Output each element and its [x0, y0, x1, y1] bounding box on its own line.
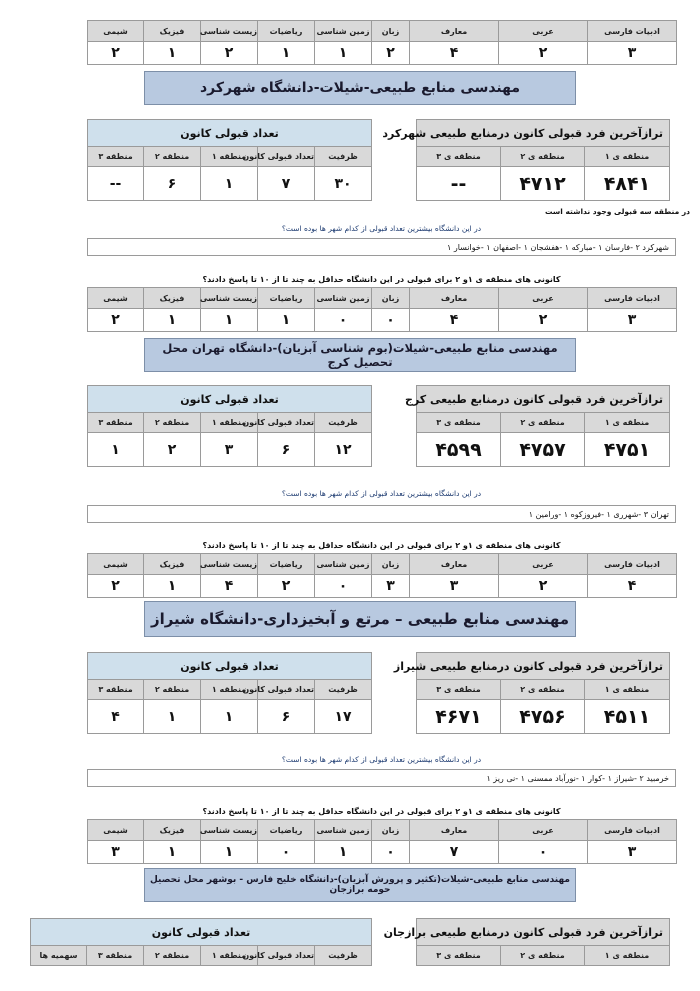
cities-list: شهرکرد ۲ -فارسان ۱ -مبارکه ۱ -هفشجان ۱ -اصفهان ۱ -خوانسار ۱: [87, 238, 676, 256]
acceptance-table-shahrekord: [87, 119, 372, 201]
acceptance-table-karaj: [87, 385, 372, 467]
cities-question: در این دانشگاه بیشترین تعداد قبولی از کدام شهر ها بوده است؟: [281, 489, 482, 498]
zone-header: منطقه ی ۱: [585, 680, 670, 700]
zone-title: ترازآخرین فرد قبولی کانون درمنابع طبیعی شیراز: [417, 653, 670, 680]
score-cell: ۴: [410, 309, 499, 332]
score-cell: ۲: [372, 42, 410, 65]
cities-question: در این دانشگاه بیشترین تعداد قبولی از کدام شهر ها بوده است؟: [281, 755, 482, 764]
zone-value: ۴۷۱۲: [501, 167, 585, 201]
header-arabic: عربی: [499, 21, 588, 42]
university-banner-shiraz: مهندسی منابع طبیعی – مرتع و آبخیزداری-دانشگاه شیراز: [144, 601, 576, 637]
score-cell: ۲: [499, 309, 588, 332]
acceptance-title: تعداد قبولی کانون: [88, 386, 372, 413]
score-cell: ۴: [201, 575, 258, 598]
subjects-question: کانونی های منطقه ی ۱و ۲ برای قبولی در این دانشگاه حداقل به چند تا از ۱۰ تا پاسخ دادند؟: [202, 807, 561, 816]
subject-header: زمین شناسی: [315, 288, 372, 309]
zone-title: ترازآخرین فرد قبولی کانون درمنابع طبیعی شهرکرد: [417, 120, 670, 147]
score-cell: ۰: [258, 841, 315, 864]
subject-header: ریاضیات: [258, 288, 315, 309]
zone-table-borazjan: [383, 918, 670, 966]
acceptance-value: ۳۰: [315, 167, 372, 201]
acceptance-header: تعداد قبولی کانون: [258, 680, 315, 700]
acceptance-value: ۱: [201, 167, 258, 201]
score-cell: ۱: [144, 42, 201, 65]
acceptance-value: --: [88, 167, 144, 201]
subject-header: ادبیات فارسی: [588, 554, 677, 575]
acceptance-header: ظرفیت: [315, 413, 372, 433]
score-cell: ۰: [372, 841, 410, 864]
subject-table-1: [87, 20, 677, 65]
score-cell: ۰: [315, 575, 372, 598]
subject-header: زیست شناسی: [201, 820, 258, 841]
subject-header: فیزیک: [144, 288, 201, 309]
acceptance-value: ۱۷: [315, 700, 372, 734]
score-cell: ۱: [258, 42, 315, 65]
score-cell: ۲: [499, 575, 588, 598]
score-cell: ۷: [410, 841, 499, 864]
score-cell: ۲: [499, 42, 588, 65]
header-geology: زمین شناسی: [315, 21, 372, 42]
acceptance-header: ظرفیت: [315, 946, 372, 966]
score-cell: ۱: [144, 309, 201, 332]
header-persian: ادبیات فارسی: [588, 21, 677, 42]
score-cell: ۲: [88, 42, 144, 65]
subject-header: معارف: [410, 288, 499, 309]
zone-header: منطقه ی ۱: [585, 413, 670, 433]
acceptance-header: منطقه ۱: [201, 680, 258, 700]
cities-list: خرمبید ۲ -شیراز ۱ -کوار ۱ -نورآباد ممسنی ۱ -نی ریز ۱: [87, 769, 676, 787]
score-cell: ۲: [88, 309, 144, 332]
acceptance-value: ۳: [201, 433, 258, 467]
header-language: زبان: [372, 21, 410, 42]
subject-header: زمین شناسی: [315, 820, 372, 841]
subject-header: عربی: [499, 820, 588, 841]
acceptance-value: ۶: [258, 700, 315, 734]
subject-header: ادبیات فارسی: [588, 288, 677, 309]
subjects-question: کانونی های منطقه ی ۱و ۲ برای قبولی در این دانشگاه حداقل به چند تا از ۱۰ تا پاسخ دادند؟: [202, 275, 561, 284]
zone-table-karaj: [405, 385, 670, 467]
acceptance-header: منطقه ۳: [88, 680, 144, 700]
acceptance-header: منطقه ۱: [201, 147, 258, 167]
cities-list: تهران ۳ -شهرری ۱ -فیروزکوه ۱ -ورامین ۱: [87, 505, 676, 523]
score-cell: ۰: [499, 841, 588, 864]
score-cell: ۴: [410, 42, 499, 65]
score-cell: ۱: [201, 309, 258, 332]
subject-header: ریاضیات: [258, 820, 315, 841]
acceptance-title: تعداد قبولی کانون: [88, 120, 372, 147]
acceptance-header: تعداد قبولی کانون: [258, 147, 315, 167]
subject-table-2: [87, 287, 677, 332]
acceptance-value: ۱۲: [315, 433, 372, 467]
acceptance-header: ظرفیت: [315, 147, 372, 167]
subjects-question: کانونی های منطقه ی ۱و ۲ برای قبولی در این دانشگاه حداقل به چند تا از ۱۰ تا پاسخ دادند؟: [202, 541, 561, 550]
zone-value: --: [417, 167, 501, 201]
score-cell: ۳: [588, 42, 677, 65]
header-physics: فیزیک: [144, 21, 201, 42]
subject-header: فیزیک: [144, 554, 201, 575]
acceptance-value: ۱: [201, 700, 258, 734]
acceptance-header: منطقه ۲: [144, 413, 201, 433]
acceptance-header: منطقه ۳: [88, 413, 144, 433]
score-cell: ۱: [201, 841, 258, 864]
subject-header: زمین شناسی: [315, 554, 372, 575]
acceptance-header: منطقه ۲: [144, 680, 201, 700]
subject-header: زبان: [372, 820, 410, 841]
zone-value: ۴۶۷۱: [417, 700, 501, 734]
acceptance-value: ۴: [88, 700, 144, 734]
zone-table-shahrekord: [382, 119, 670, 201]
score-cell: ۰: [315, 309, 372, 332]
university-banner-shahrekord: مهندسی منابع طبیعی-شیلات-دانشگاه شهرکرد: [144, 71, 576, 105]
acceptance-header: تعداد قبولی کانون: [258, 946, 315, 966]
zone-value: ۴۷۵۶: [501, 700, 585, 734]
subject-header: فیزیک: [144, 820, 201, 841]
score-cell: ۲: [201, 42, 258, 65]
acceptance-header: منطقه ۲: [144, 946, 201, 966]
score-cell: ۳: [588, 309, 677, 332]
score-cell: ۳: [588, 841, 677, 864]
acceptance-title: تعداد قبولی کانون: [31, 919, 372, 946]
zone3-note: در منطقه سه قبولی وجود نداشته است: [544, 207, 690, 216]
acceptance-value: ۲: [144, 433, 201, 467]
subject-header: زبان: [372, 554, 410, 575]
header-religion: معارف: [410, 21, 499, 42]
score-cell: ۳: [372, 575, 410, 598]
zone-header: منطقه ی ۳: [417, 413, 501, 433]
university-banner-borazjan: مهندسی منابع طبیعی-شیلات(تکثیر و پرورش آبزیان)-دانشگاه خلیج فارس - بوشهر محل تحصیل حومه برازجان: [144, 868, 576, 902]
score-cell: ۳: [88, 841, 144, 864]
acceptance-header: منطقه ۲: [144, 147, 201, 167]
zone-header: منطقه ی ۲: [501, 413, 585, 433]
zone-value: ۴۸۴۱: [585, 167, 670, 201]
score-cell: ۱: [258, 309, 315, 332]
acceptance-table-shiraz: [87, 652, 372, 734]
subject-header: ادبیات فارسی: [588, 820, 677, 841]
zone-header: منطقه ی ۲: [501, 680, 585, 700]
score-cell: ۲: [258, 575, 315, 598]
score-cell: ۱: [315, 42, 372, 65]
subject-header: عربی: [499, 288, 588, 309]
acceptance-header: سهمیه ها: [31, 946, 87, 966]
score-cell: ۱: [144, 575, 201, 598]
subject-header: شیمی: [88, 554, 144, 575]
acceptance-header: منطقه ۳: [88, 147, 144, 167]
acceptance-header: منطقه ۱: [201, 946, 258, 966]
acceptance-header: تعداد قبولی کانون: [258, 413, 315, 433]
subject-header: ریاضیات: [258, 554, 315, 575]
subject-header: زبان: [372, 288, 410, 309]
zone-title: ترازآخرین فرد قبولی کانون درمنابع طبیعی برازجان: [417, 919, 670, 946]
acceptance-header: منطقه ۳: [87, 946, 144, 966]
acceptance-value: ۶: [144, 167, 201, 201]
subject-header: معارف: [410, 820, 499, 841]
acceptance-title: تعداد قبولی کانون: [88, 653, 372, 680]
zone-header: منطقه ی ۳: [417, 680, 501, 700]
subject-table-4: [87, 819, 677, 864]
acceptance-header: منطقه ۱: [201, 413, 258, 433]
zone-value: ۴۵۹۹: [417, 433, 501, 467]
score-cell: ۴: [588, 575, 677, 598]
zone-header: منطقه ی ۲: [501, 946, 585, 966]
acceptance-header: ظرفیت: [315, 680, 372, 700]
header-math: ریاضیات: [258, 21, 315, 42]
university-banner-karaj: مهندسی منابع طبیعی-شیلات(بوم شناسی آبزیان)-دانشگاه تهران محل تحصیل کرج: [144, 338, 576, 372]
score-cell: ۱: [315, 841, 372, 864]
acceptance-value: ۶: [258, 433, 315, 467]
header-biology: زیست شناسی: [201, 21, 258, 42]
subject-header: عربی: [499, 554, 588, 575]
zone-header: منطقه ی ۲: [501, 147, 585, 167]
zone-value: ۴۷۵۱: [585, 433, 670, 467]
score-cell: ۱: [144, 841, 201, 864]
acceptance-value: ۱: [144, 700, 201, 734]
subject-header: شیمی: [88, 820, 144, 841]
header-chemistry: شیمی: [88, 21, 144, 42]
score-cell: ۰: [372, 309, 410, 332]
zone-value: ۴۷۵۷: [501, 433, 585, 467]
score-cell: ۳: [410, 575, 499, 598]
subject-table-3: [87, 553, 677, 598]
subject-header: معارف: [410, 554, 499, 575]
cities-question: در این دانشگاه بیشترین تعداد قبولی از کدام شهر ها بوده است؟: [281, 224, 482, 233]
acceptance-table-borazjan: [30, 918, 372, 966]
subject-header: زیست شناسی: [201, 554, 258, 575]
acceptance-value: ۷: [258, 167, 315, 201]
zone-table-shiraz: [393, 652, 670, 734]
zone-header: منطقه ی ۳: [417, 946, 501, 966]
score-cell: ۲: [88, 575, 144, 598]
zone-header: منطقه ی ۳: [417, 147, 501, 167]
subject-header: زیست شناسی: [201, 288, 258, 309]
acceptance-value: ۱: [88, 433, 144, 467]
zone-header: منطقه ی ۱: [585, 147, 670, 167]
zone-title: ترازآخرین فرد قبولی کانون درمنابع طبیعی کرج: [417, 386, 670, 413]
zone-value: ۴۵۱۱: [585, 700, 670, 734]
zone-header: منطقه ی ۱: [585, 946, 670, 966]
subject-header: شیمی: [88, 288, 144, 309]
